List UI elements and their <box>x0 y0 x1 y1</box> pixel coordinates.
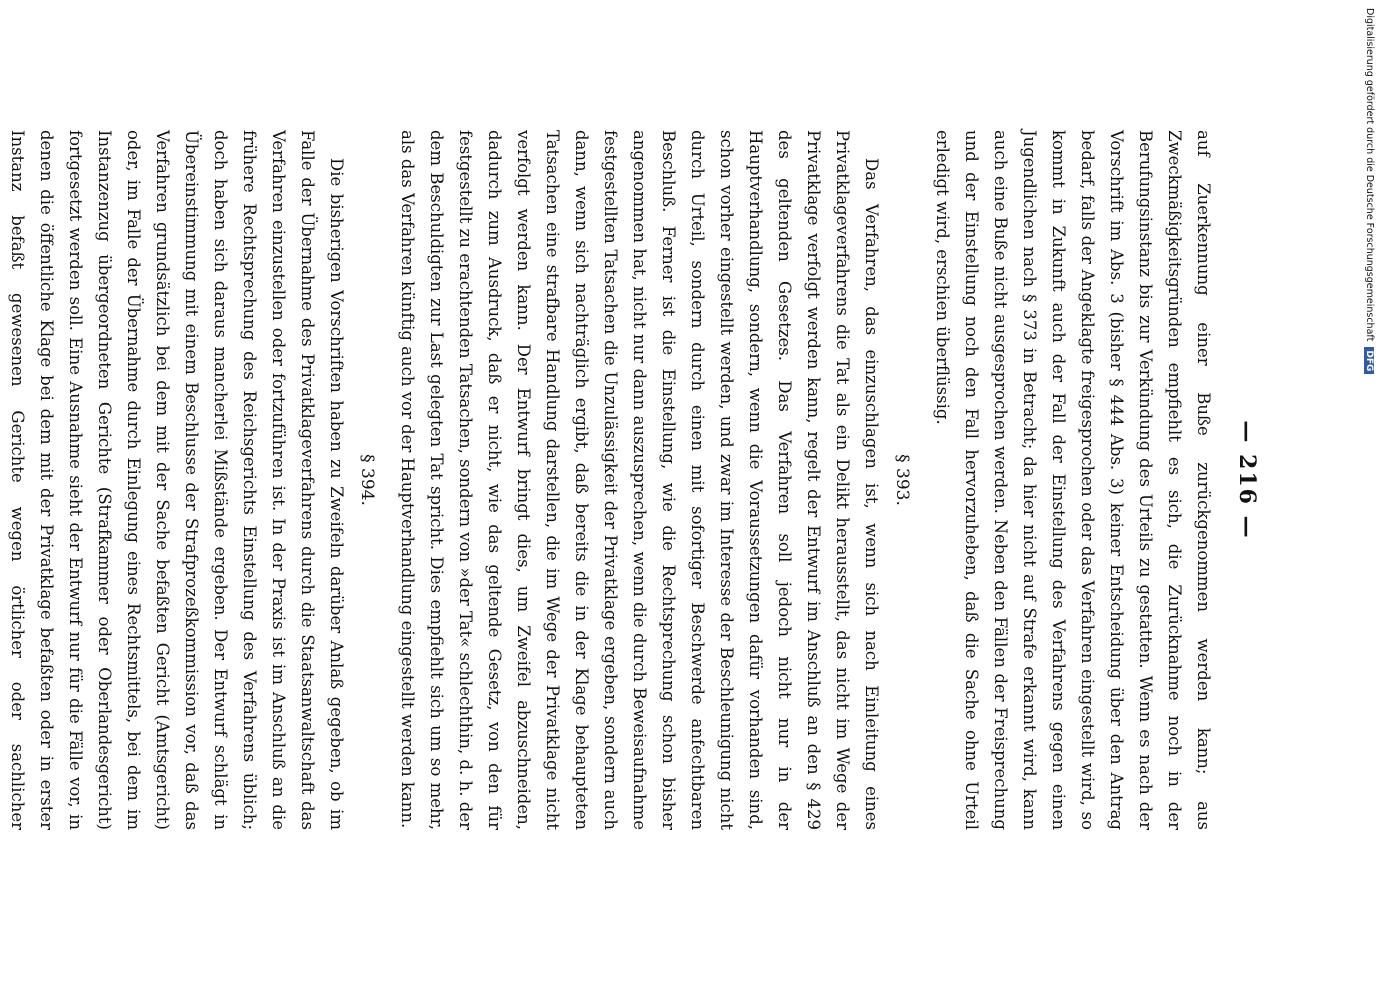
section-heading-393: § 393. <box>892 454 912 506</box>
rotated-document-page <box>8 130 1260 830</box>
section-394-text: Die bisherigen Vorschriften haben zu Zweifeln darüber Anlaß gegeben, ob im Falle der Übernahme des Privatklageverfahrens durch die Staatsanwaltschaft das Verfahren einzustellen oder fortzuführen ist. In der Praxis ist im Anschluß an die frühere Rechtsprechung des Reichsgerichts Einstellung des Verfahrens üblich; doch haben sich daraus mancherlei Mißstände ergeben. Der Entwurf schlägt in Übereinstimmung mit einem Beschlusse der Strafprozeßkommission vor, daß das Verfahren grundsätzlich bei dem mit der Sache befaßten Gericht (Amtsgericht) oder, im Falle der Übernahme durch Einlegung eines Rechtsmittels, bei dem im Instanzenzug übergeordneten Gerichte (Strafkammer oder Oberlandesgericht) fortgesetzt werden soll. Eine Ausnahme sieht der Entwurf nur für die Fälle vor, in denen die öffentliche Klage bei dem mit der Privatklage befaßten oder in erster Instanz befaßt gewesenen Gerichte wegen örtlicher oder sachlicher <box>8 130 346 830</box>
credit-text: Digitalisierung gefördert durch die Deutsche Forschungsgemeinschaft <box>1364 8 1375 342</box>
page-number: — 216 — <box>1234 420 1260 540</box>
section-393-text: Das Verfahren, das einzuschlagen ist, wenn sich nach Einleitung eines Privatklageverfahrens die Tat als ein Delikt herausstellt, das nicht im Wege der Privatklage verfolgt werden kann, regelt der Entwurf im Anschluß an den § 429 des geltenden Gesetzes. Das Verfahren soll jedoch nicht nur in der Hauptverhandlung, sondern, wenn die Voraussetzungen dafür vorhanden sind, schon vorher eingestellt werden, und zwar im Interesse der Beschleunigung nicht durch Urteil, sondern durch einen mit sofortiger Beschwerde anfechtbaren Beschluß. Ferner ist die Einstellung, wie die Rechtsprechung schon bisher angenommen hat, nicht nur dann auszusprechen, wenn die durch Beweisaufnahme festgestellten Tatsachen die Unzulässigkeit der Privatklage ergeben, sondern auch dann, wenn sich nachträglich ergibt, daß bereits die in der Klage behaupteten Tatsachen eine strafbare Handlung darstellen, die im Wege der Privatklage nicht verfolgt werden kann. Der Entwurf bringt dies, um Zweifel abzuschneiden, dadurch zum Ausdruck, daß er nicht, wie das geltende Gesetz, von den für festgestellt zu erachtenden Tatsachen, sondern von »der Tat« schlechthin, d. h. der dem Beschuldigten zur Last gelegten Tat spricht. Dies empfiehlt sich um so mehr, als das Verfahren künftig auch vor der Hauptverhandlung eingestellt werden kann. <box>398 130 881 830</box>
dfg-logo: DFG <box>1364 347 1374 374</box>
digitization-credit <box>1361 8 1375 508</box>
section-heading-394: § 394. <box>357 454 377 506</box>
paragraph-intro: auf Zuerkennung einer Buße zurückgenommen werden kann; aus Zweckmäßigkeitsgründen empfiehlt es sich, die Zurücknahme noch in der Berufungsinstanz bis zur Verkündung des Urteils zu gestatten. Wenn es nach der Vorschrift im Abs. 3 (bisher § 444 Abs. 3) keiner Entscheidung über den Antrag bedarf, falls der Angeklagte freigesprochen oder das Verfahren eingestellt wird, so kommt in Zukunft auch der Fall der Einstellung des Verfahrens gegen einen Jugendlichen nach § 373 in Betracht; da hier nicht auf Strafe erkannt wird, kann auch eine Buße nicht ausgesprochen werden. Neben den Fällen der Freisprechung und der Einstellung noch den Fall hervorzuheben, daß die Sache ohne Urteil erledigt wird, erschien überflüssig. <box>933 130 1213 830</box>
